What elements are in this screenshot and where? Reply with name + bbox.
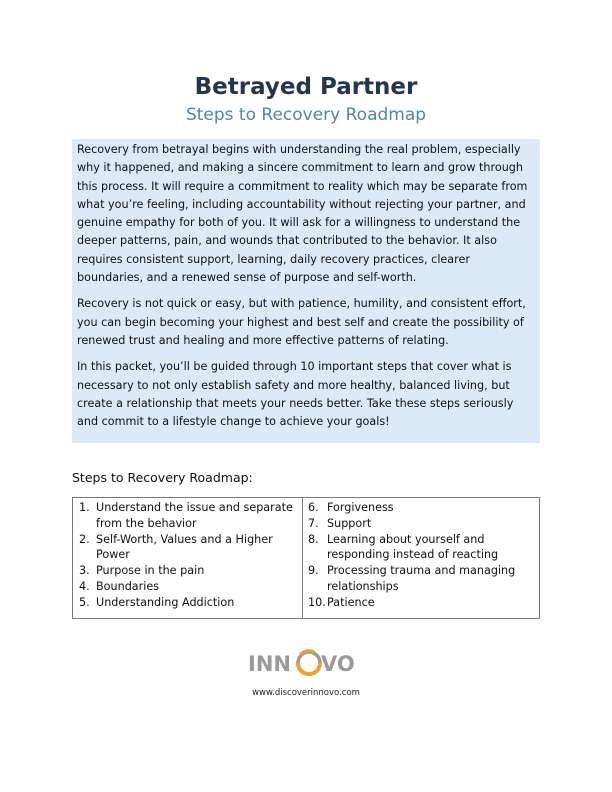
step-number: 6.	[308, 501, 319, 514]
step-item	[73, 532, 302, 564]
intro-box	[72, 139, 540, 443]
step-item	[303, 595, 539, 611]
step-text: Boundaries	[96, 579, 160, 593]
page-subtitle: Steps to Recovery Roadmap	[185, 105, 427, 125]
step-item	[303, 532, 539, 564]
step-number: 10.	[308, 595, 326, 609]
step-item	[303, 516, 539, 532]
step-number: 5.	[79, 595, 90, 609]
step-number: 1.	[79, 501, 90, 514]
website-url: www.discoverinnovo.com	[252, 688, 360, 698]
intro-paragraph-3: In this packet, you’ll be guided through 10 important steps that cover what is necessary to not only establish safety and more healthy, balanced living, but create a relationship that meets your needs better. Take these steps seriously and commit to a lifestyle change to achieve your goals!	[77, 360, 514, 429]
step-number: 7.	[308, 516, 319, 530]
page-title: Betrayed Partner	[194, 74, 418, 100]
step-text: Self-Worth, Values and a Higher Power	[96, 532, 273, 562]
step-item	[73, 500, 302, 532]
svg-text:VO: VO	[321, 652, 355, 676]
steps-table	[72, 497, 540, 619]
step-number: 8.	[308, 532, 319, 546]
step-item	[303, 563, 539, 595]
innovo-logo-icon	[248, 645, 364, 681]
step-item	[73, 563, 302, 579]
step-text: Patience	[327, 595, 375, 609]
step-text: Support	[327, 516, 372, 530]
steps-column-left	[73, 498, 303, 618]
step-text: Purpose in the pain	[96, 564, 205, 578]
intro-paragraph-2: Recovery is not quick or easy, but with patience, humility, and consistent effort, you can begin becoming your highest and best self and create the possibility of renewed trust and healing and more effective patterns of relating.	[77, 297, 526, 347]
step-text: Learning about yourself and responding instead of reacting	[327, 532, 499, 562]
step-item	[303, 500, 539, 516]
step-text: Forgiveness	[327, 501, 394, 514]
step-number: 9.	[308, 564, 319, 578]
steps-column-right	[303, 498, 539, 618]
step-number: 4.	[79, 579, 90, 593]
intro-paragraph-1: Recovery from betrayal begins with understanding the real problem, especially why it happened, and making a sincere commitment to learn and grow through this process. It will require a commitment to reality which may be separate from what you’re feeling, including accountability without rejecting your partner, and genuine empathy for both of you. It will ask for a willingness to understand the deeper patterns, pain, and wounds that contributed to the behavior. It also requires consistent support, learning, daily recovery practices, clearer boundaries, and a renewed sense of purpose and self-worth.	[77, 143, 528, 285]
step-item	[73, 579, 302, 595]
innovo-logo	[0, 643, 612, 683]
step-text: Understanding Addiction	[96, 595, 235, 609]
step-number: 3.	[79, 564, 90, 578]
svg-text:INN: INN	[248, 652, 291, 676]
steps-heading: Steps to Recovery Roadmap:	[72, 470, 253, 485]
step-text: Processing trauma and managing relationships	[327, 564, 516, 593]
step-text: Understand the issue and separate from the behavior	[96, 501, 293, 530]
step-item	[73, 595, 302, 611]
step-number: 2.	[79, 532, 90, 546]
